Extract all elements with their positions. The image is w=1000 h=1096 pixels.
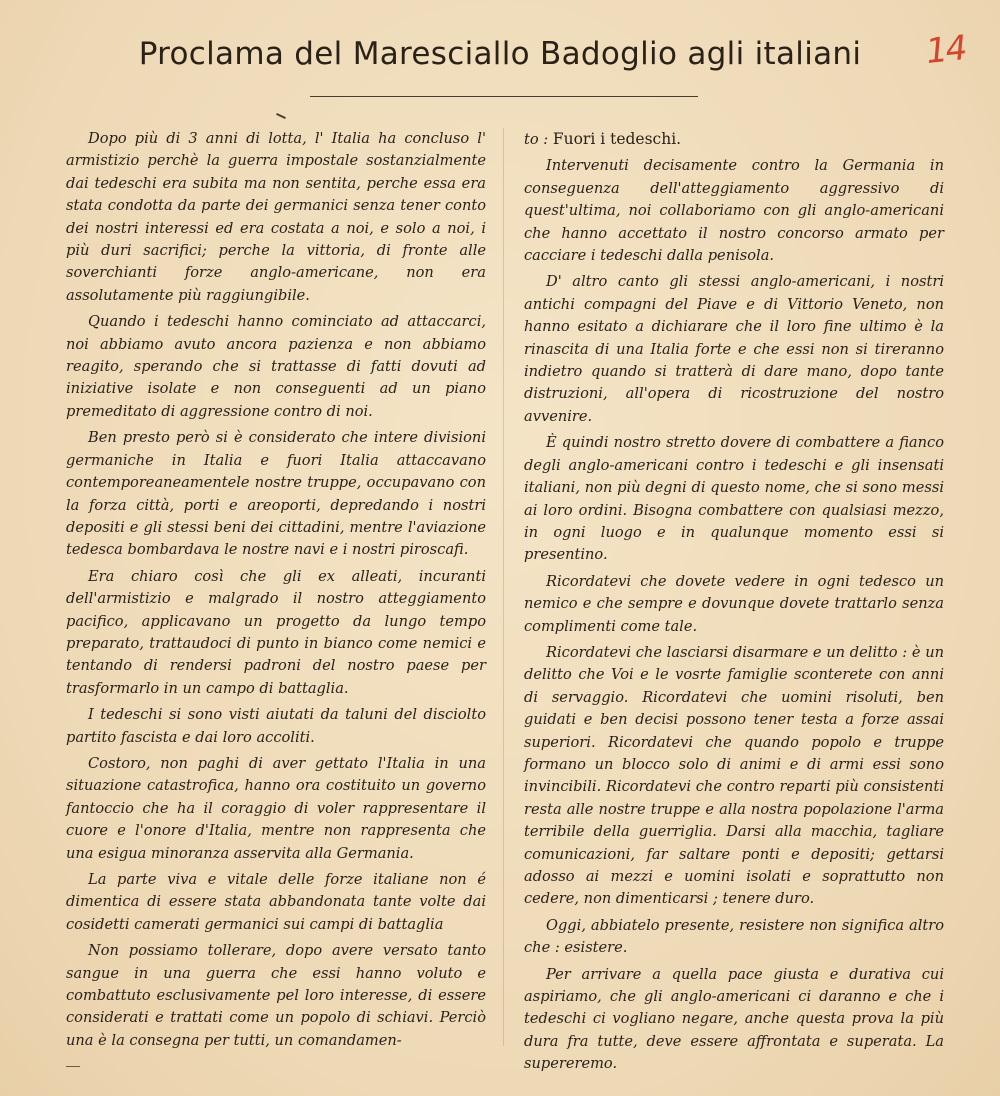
paragraph: Per arrivare a quella pace giusta e durativa cui aspiriamo, che gli anglo-americani ci daranno e che i tedeschi ci vogliano negare, anche questa prova la più dura fra tutte, deve essere affrontata e superata. La supereremo. [524,965,944,1073]
paragraph: Intervenuti decisamente contro la Germania in conseguenza dell'atteggiamento aggressivo di quest'ultima, noi collaboriamo con gli anglo-americani che hanno accettato il nostro concorso armato per cacciare i tedeschi dalla penisola. [524,157,944,265]
handwritten-number: 14 [924,28,968,72]
left-column [66,128,486,1056]
paragraph: Ben presto però si è considerato che intere divisioni germaniche in Italia e fuori Italia attaccavano contemporeaneamentele nostre truppe, occupavano con la forza città, porti e areoporti, depredando i nostri depositi e gli stessi beni dei cittadini, mentre l'aviazione tedesca bombardava le nostre navi e i nostri piroscafi. [66,429,486,559]
slogan: Fuori i tedeschi. [552,130,682,148]
continuation-prefix: to : [524,131,553,148]
paragraph: D' altro canto gli stessi anglo-americani, i nostri antichi compagni del Piave e di Vittorio Veneto, non hanno esitato a dichiarare che il loro fine ultimo è la rinascita di una Italia forte e che essi non si tireranno indietro quando si tratterà di dare mano, dopo tante distruzioni, all'opera di ricostruzione del nostro avvenire. [524,273,944,425]
paragraph: Dopo più di 3 anni di lotta, l' Italia ha concluso l' armistizio perchè la guerra impostale sostanzialmente dai tedeschi era subita ma non sentita, perche essa era stata condotta da parte dei germanici senza tener conto dei nostri interessi ed era costata a noi, e solo a noi, i più duri sacrifici; perche la vittoria, di fronte alle soverchianti forze anglo-americane, non era assolutamente più raggiungibile. [66,130,486,304]
paragraph: Oggi, abbiatelo presente, resistere non significa altro che : esistere. [524,916,944,957]
paragraph: Ricordatevi che dovete vedere in ogni tedesco un nemico e che sempre e dovunque dovete trattarlo senza complimenti come tale. [524,572,944,635]
column-divider [503,128,504,1046]
title-underline [310,96,698,97]
paragraph: Ricordatevi che lasciarsi disarmare e un delitto : è un delitto che Voi e le vosrte famiglie sconterete con anni di servaggio. Ricordatevi che uomini risoluti, ben guidati e ben decisi possono tener testa a forze assai superiori. Ricordatevi che quando popolo e truppe formano un blocco solo di animi e di armi essi sono invincibili. Ricordatevi che contro reparti più consistenti resta alle nostre truppe e alla nostra popolazione l'arma terribile della guerriglia. Darsi alla macchia, tagliare comunicazioni, far saltare ponti e depositi; gettarsi adosso ai mezzi e uomini isolati e soprattutto non cedere, non dimenticarsi ; tenere duro. [524,643,944,908]
paragraph: La parte viva e vitale delle forze italiane non é dimentica di essere stata abbandonata tante volte dai cosidetti camerati germanici sui campi di battaglia [66,871,486,933]
paragraph: Non possiamo tollerare, dopo avere versato tanto sangue in una guerra che essi hanno voluto e combattuto esclusivamente pel loro interesse, di essere considerati e trattati come un popolo di schiavi. Perciò una è la consegna per tutti, un comandamen- [66,942,486,1049]
paragraph: I tedeschi si sono visti aiutati da taluni del disciolto partito fascista e dai loro accoliti. [66,706,486,746]
decorative-tick [276,113,286,119]
paragraph: Quando i tedeschi hanno cominciato ad attaccarci, noi abbiamo avuto ancora pazienza e non abbiamo reagito, sperando che si trattasse di fatti dovuti ad iniziative isolate e non conseguenti ad un piano premeditato di aggressione contro di noi. [66,313,486,420]
paragraph: Era chiaro così che gli ex alleati, incuranti dell'armistizio e malgrado il nostro atteggiamento pacifico, applicavano un progetto da lungo tempo preparato, trattaudoci di punto in bianco come nemici e tentando di rendersi padroni del nostro paese per trasformarlo in un campo di battaglia. [66,567,486,697]
right-column [524,128,944,1080]
paragraph: Costoro, non paghi di aver gettato l'Italia in una situazione catastrofica, hanno ora costituito un governo fantoccio che ha il coraggio di voler rappresentare il cuore e l'onore d'Italia, mentre non rappresenta che una esigua minoranza asservita alla Germania. [66,754,486,862]
continuation-line [524,128,944,151]
paragraph: È quindi nostro stretto dovere di combattere a fianco degli anglo-americani contro i tedeschi e gli insensati italiani, non più degni di questo nome, che si sono messi ai loro ordini. Bisogna combattere con qualsiasi mezzo, in ogni luogo e in qualunque momento essi si presentino. [524,434,944,564]
document-title: Proclama del Maresciallo Badoglio agli italiani [138,36,862,72]
footer-dash [66,1066,80,1067]
